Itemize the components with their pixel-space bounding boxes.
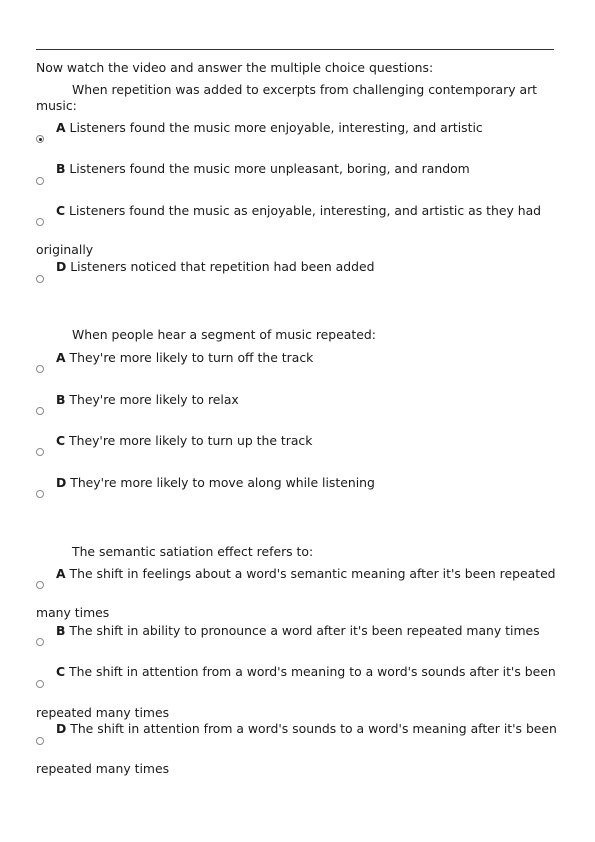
q2-option-b-radio[interactable] (36, 407, 44, 415)
q2-option-c-label (56, 433, 312, 448)
option-text: Listeners found the music more unpleasant, boring, and random (69, 161, 470, 176)
option-letter: D (56, 475, 67, 490)
q2-option-a-label (56, 350, 313, 365)
option-letter: D (56, 259, 67, 274)
option-letter: A (56, 566, 66, 581)
q1-option-c-label (56, 203, 541, 218)
option-text: Listeners found the music more enjoyable, interesting, and artistic (69, 120, 483, 135)
q3-option-d-radio[interactable] (36, 737, 44, 745)
option-letter: C (56, 433, 66, 448)
option-letter: C (56, 203, 66, 218)
option-text: They're more likely to turn up the track (69, 433, 313, 448)
option-letter: B (56, 623, 66, 638)
option-text: The shift in ability to pronounce a word after it's been repeated many times (69, 623, 540, 638)
q2-option-b-label (56, 392, 239, 407)
option-text: The shift in attention from a word's meaning to a word's sounds after it's been (69, 664, 556, 679)
top-divider (36, 49, 554, 50)
instructions-text: Now watch the video and answer the multiple choice questions: (36, 60, 434, 75)
option-text: They're more likely to relax (69, 392, 239, 407)
option-text: They're more likely to turn off the track (69, 350, 314, 365)
q3-option-c-label (56, 664, 556, 679)
q3-option-c-continuation: repeated many times (36, 705, 170, 720)
option-text: The shift in attention from a word's sounds to a word's meaning after it's been (70, 721, 557, 736)
option-text: They're more likely to move along while listening (70, 475, 375, 490)
q2-option-d-radio[interactable] (36, 490, 44, 498)
q3-option-c-radio[interactable] (36, 680, 44, 688)
option-letter: A (56, 350, 66, 365)
question-3-prompt: The semantic satiation effect refers to: (72, 544, 314, 559)
q1-option-b-radio[interactable] (36, 177, 44, 185)
option-text: The shift in feelings about a word's semantic meaning after it's been repeated (69, 566, 556, 581)
q1-option-a-radio[interactable] (36, 135, 44, 143)
option-letter: D (56, 721, 67, 736)
q1-option-d-label (56, 259, 374, 274)
option-letter: B (56, 161, 66, 176)
q1-option-a-label (56, 120, 483, 135)
option-letter: B (56, 392, 66, 407)
q1-option-b-label (56, 161, 470, 176)
q1-option-c-continuation: originally (36, 242, 94, 257)
question-2-prompt: When people hear a segment of music repeated: (72, 327, 376, 342)
q2-option-d-label (56, 475, 375, 490)
option-letter: A (56, 120, 66, 135)
option-letter: C (56, 664, 66, 679)
q1-option-d-radio[interactable] (36, 275, 44, 283)
q3-option-d-continuation: repeated many times (36, 761, 170, 776)
q2-option-c-radio[interactable] (36, 448, 44, 456)
question-1-prompt: When repetition was added to excerpts from challenging contemporary art music: (36, 82, 538, 113)
q3-option-d-label (56, 721, 557, 736)
option-text: Listeners found the music as enjoyable, interesting, and artistic as they had (69, 203, 542, 218)
q1-option-c-radio[interactable] (36, 218, 44, 226)
q3-option-a-radio[interactable] (36, 581, 44, 589)
q3-option-a-label (56, 566, 556, 581)
q3-option-b-label (56, 623, 540, 638)
q3-option-b-radio[interactable] (36, 638, 44, 646)
q2-option-a-radio[interactable] (36, 365, 44, 373)
q3-option-a-continuation: many times (36, 605, 110, 620)
option-text: Listeners noticed that repetition had been added (70, 259, 375, 274)
